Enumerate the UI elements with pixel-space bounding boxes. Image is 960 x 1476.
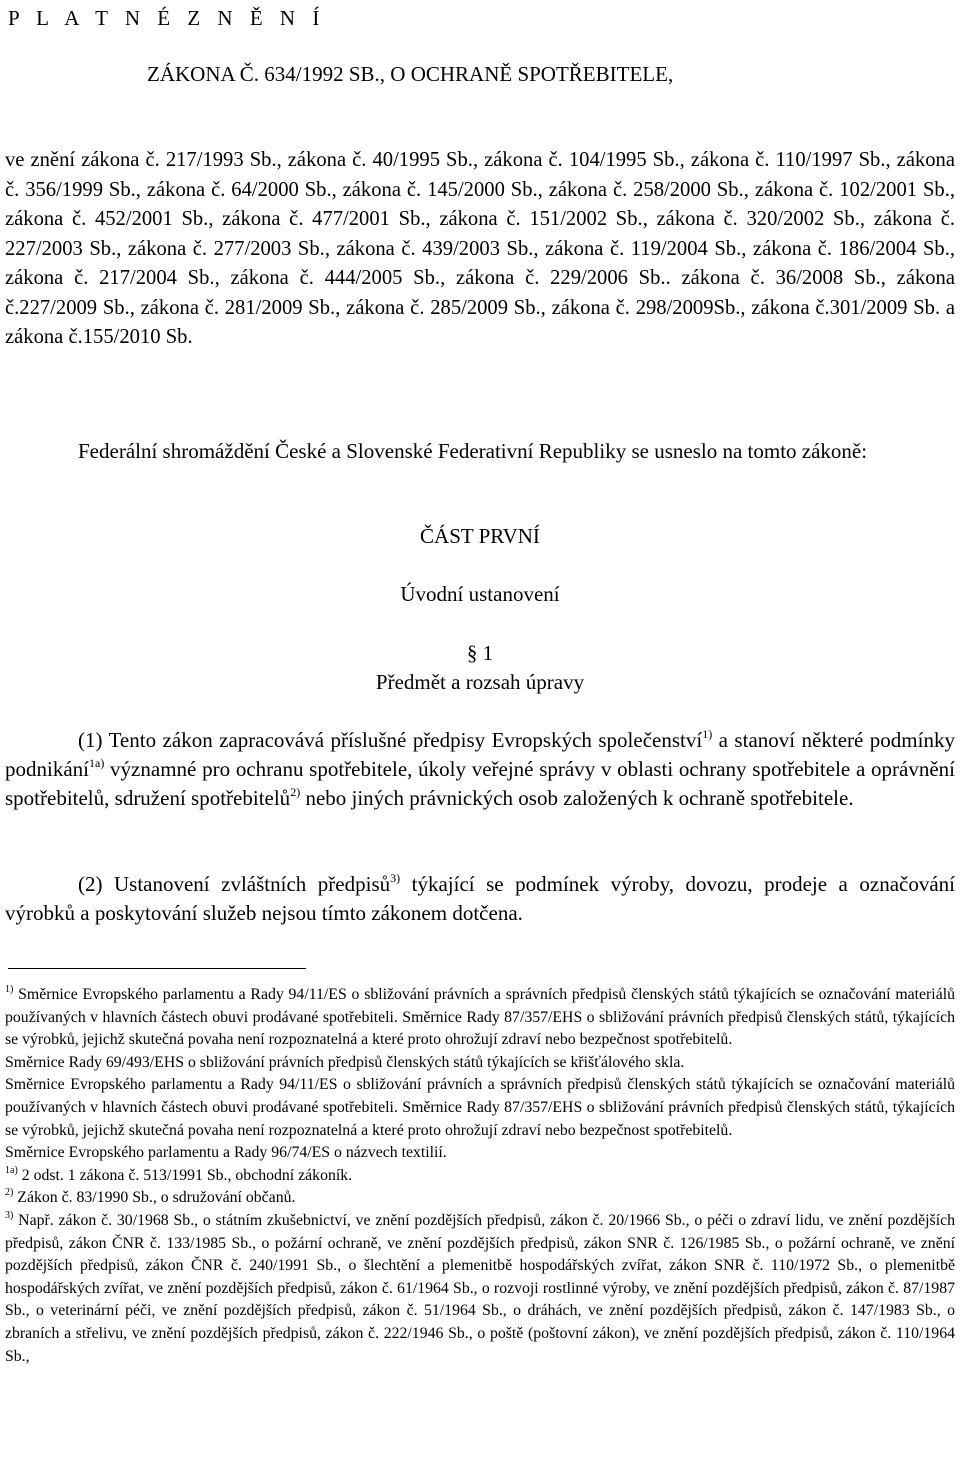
part-title: ČÁST PRVNÍ — [420, 524, 540, 548]
subsection-2-text: (2) Ustanovení zvláštních předpisů — [78, 872, 391, 896]
enacting-clause: Federální shromáždění České a Slovenské Federativní Republiky se usneslo na tomto zákoně: — [78, 439, 868, 463]
paragraph-number-value: 1 — [482, 641, 494, 665]
footnote-ref[interactable]: 3) — [390, 871, 401, 885]
footnote-text: Zákon č. 83/1990 Sb., o sdružování občanů. — [13, 1189, 296, 1207]
footnote-text: Směrnice Evropského parlamentu a Rady 94/11/ES o sbližování právních a správních předpisů členských států týkajících se označování materiálů používaných v hlavních částech obuvi prodávané spotřebiteli. Směrnice Rady 87/357/EHS o sbližování právních předpisů členských států, týkajících se výrobků, jejichž skutečná povaha není rozpoznatelná a které proto ohrožují zdraví nebo bezpečnost spotřebitelů. — [5, 986, 955, 1049]
footnote — [5, 1142, 955, 1165]
footnote — [5, 1074, 955, 1142]
amendments-list: ve znění zákona č. 217/1993 Sb., zákona č. 40/1995 Sb., zákona č. 104/1995 Sb., zákona č. 110/1997 Sb., zákona č. 356/1999 Sb., zákona č. 64/2000 Sb., zákona č. 145/2000 Sb., zákona č. 258/2000 Sb., zákona č. 102/2001 Sb., zákona č. 452/2001 Sb., zákona č. 477/2001 Sb., zákona č. 151/2002 Sb., zákona č. 320/2002 Sb., zákona č. 227/2003 Sb., zákona č. 277/2003 Sb., zákona č. 439/2003 Sb., zákona č. 119/2004 Sb., zákona č. 186/2004 Sb., zákona č. 217/2004 Sb., zákona č. 444/2005 Sb., zákona č. 229/2006 Sb.. zákona č. 36/2008 Sb., zákona č.227/2009 Sb., zákona č. 281/2009 Sb., zákona č. 285/2009 Sb., zákona č. 298/2009Sb., zákona č.301/2009 Sb. a zákona č.155/2010 Sb. — [5, 149, 955, 348]
subsection-1-text: významné pro ochranu spotřebitele, úkoly veřejné správy v oblasti ochrany spotřebitele a oprávnění spotřebitelů, sdružení spotřebitelů — [5, 757, 955, 810]
footnote-mark: 2) — [5, 1187, 14, 1199]
footnote-ref[interactable]: 1a) — [89, 756, 105, 770]
footnote-mark: 1) — [5, 984, 14, 995]
footnotes — [5, 984, 955, 1368]
document-title: P L A T N É Z N Ě N Í — [8, 6, 326, 30]
subsection-2 — [5, 870, 955, 928]
footnote — [5, 1052, 955, 1075]
subsection-2-text: týkající se podmínek výroby, dovozu, prodeje a označování výrobků a poskytování služeb nejsou tímto zákonem dotčena. — [5, 872, 956, 925]
subsection-1 — [5, 726, 955, 813]
footnote-text: Např. zákon č. 30/1968 Sb., o státním zkušebnictví, ve znění pozdějších předpisů, zákon č. 20/1966 Sb., o péči o zdraví lidu, ve znění pozdějších předpisů, zákon ČNR č. 133/1985 Sb., o požární ochraně, ve znění pozdějších předpisů, zákon SNR č. 126/1985 Sb., o požární ochraně, ve znění pozdějších předpisů, zákon ČNR č. 240/1991 Sb., o šlechtění a plemenitbě hospodářských zvířat, zákon SNR č. 110/1972 Sb., o plemenitbě hospodářských zvířat, ve znění pozdějších předpisů, zákon č. 61/1964 Sb., o rozvoji rostlinné výroby, ve znění pozdějších předpisů, zákon č. 87/1987 Sb., o veterinární péči, ve znění pozdějších předpisů, zákon č. 51/1964 Sb., o dráhách, ve znění pozdějších předpisů, zákon č. 147/1983 Sb., o zbraních a střelivu, ve znění pozdějších předpisů, zákon č. 222/1946 Sb., o poště (poštovní zákon), ve znění pozdějších předpisů, zákon č. 110/1964 Sb., — [5, 1211, 955, 1365]
footnote-text: Směrnice Evropského parlamentu a Rady 96/74/ES o názvech textilií. — [5, 1144, 447, 1162]
subsection-1-text: a stanoví některé podmínky podnikání — [5, 728, 955, 781]
footnote — [5, 984, 955, 1052]
footnote-ref[interactable]: 2) — [290, 785, 301, 799]
footnote-text: Směrnice Rady 69/493/EHS o sbližování právních předpisů členských států týkajících se křišťálového skla. — [5, 1053, 685, 1071]
paragraph-heading: Předmět a rozsah úpravy — [375, 670, 585, 694]
footnote — [5, 1210, 955, 1368]
law-title: ZÁKONA Č. 634/1992 SB., O OCHRANĚ SPOTŘEBITELE, — [147, 62, 674, 86]
footnote-mark: 3) — [5, 1209, 14, 1221]
footnote-divider — [8, 968, 306, 969]
section-title: Úvodní ustanovení — [400, 582, 560, 606]
paragraph-number — [0, 641, 960, 666]
section-sign: § — [466, 641, 478, 665]
footnote — [5, 1165, 955, 1188]
footnote-text: Směrnice Evropského parlamentu a Rady 94/11/ES o sbližování právních a správních předpisů členských států týkajících se označování materiálů používaných v hlavních částech obuvi prodávané spotřebiteli. Směrnice Rady 87/357/EHS o sbližování právních předpisů členských států, týkajících se výrobků, jejichž skutečná povaha není rozpoznatelná a které proto ohrožují zdraví nebo bezpečnost spotřebitelů. — [5, 1076, 955, 1139]
footnote-ref[interactable]: 1) — [702, 727, 713, 741]
subsection-1-text: nebo jiných právnických osob založených k ochraně spotřebitele. — [300, 786, 854, 810]
footnote-text: 2 odst. 1 zákona č. 513/1991 Sb., obchodní zákoník. — [17, 1166, 353, 1184]
footnote — [5, 1187, 955, 1210]
subsection-1-text: (1) Tento zákon zapracovává příslušné předpisy Evropských společenství — [78, 728, 703, 752]
footnote-mark: 1a) — [5, 1164, 18, 1176]
